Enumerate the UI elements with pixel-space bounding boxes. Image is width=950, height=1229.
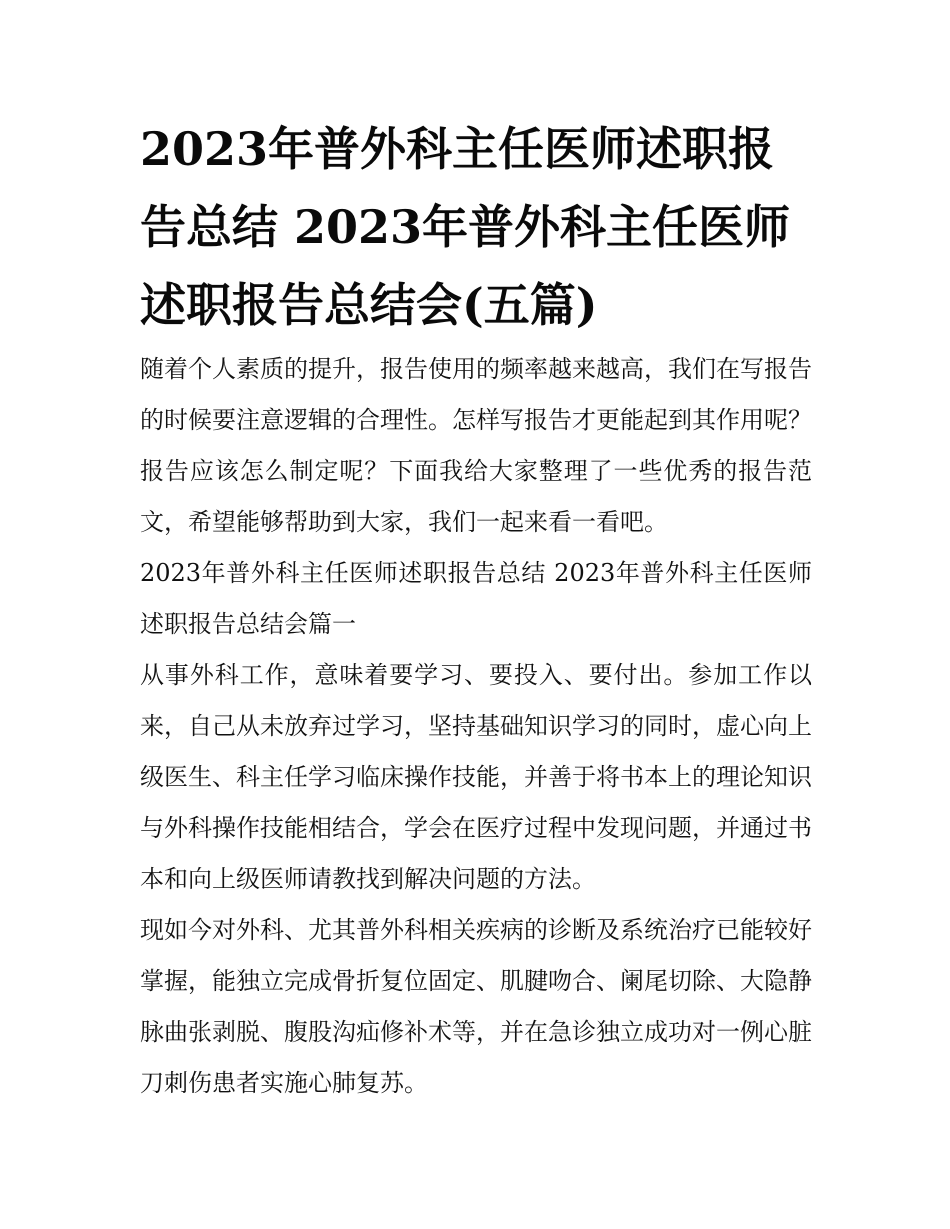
body-paragraph-1: 从事外科工作，意味着要学习、要投入、要付出。参加工作以来，自己从未放弃过学习，坚持基础知识学习的同时，虚心向上级医生、科主任学习临床操作技能，并善于将书本上的理论知识与外科操作技能相结合，学会在医疗过程中发现问题，并通过书本和向上级医师请教找到解决问题的方法。 [140,661,812,893]
intro-paragraph: 随着个人素质的提升，报告使用的频率越来越高，我们在写报告的时候要注意逻辑的合理性。怎样写报告才更能起到其作用呢？报告应该怎么制定呢？下面我给大家整理了一些优秀的报告范文，希望能够帮助到大家，我们一起来看一看吧。 [140,355,812,536]
document-title: 2023年普外科主任医师述职报告总结 2023年普外科主任医师述职报告总结会(五篇) [140,122,791,332]
body-paragraph-2: 现如今对外科、尤其普外科相关疾病的诊断及系统治疗已能较好掌握，能独立完成骨折复位固定、肌腱吻合、阑尾切除、大隐静脉曲张剥脱、腹股沟疝修补术等，并在急诊独立成功对一例心脏刀刺伤患者实施心肺复苏。 [140,916,812,1097]
section-heading: 2023年普外科主任医师述职报告总结 2023年普外科主任医师述职报告总结会篇一 [140,559,812,638]
document-page [140,110,812,1109]
